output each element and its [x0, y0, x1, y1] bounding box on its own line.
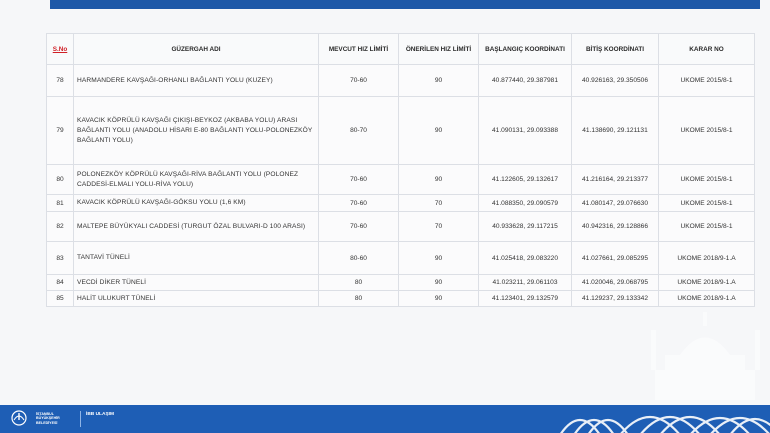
cell-proposed-limit: 70: [399, 212, 479, 242]
header-start-coordinate: BAŞLANGIÇ KOORDİNATI: [479, 34, 572, 65]
cell-route: KAVACIK KÖPRÜLÜ KAVŞAĞI-GÖKSU YOLU (1,6 KM): [74, 195, 319, 212]
cell-decision-no: UKOME 2015/8-1: [659, 212, 755, 242]
cell-end-coordinate: 41.129237, 29.133342: [572, 291, 659, 307]
cell-current-limit: 70-60: [319, 65, 399, 97]
cell-current-limit: 70-60: [319, 212, 399, 242]
speed-limit-table: [46, 33, 755, 307]
table-row: [47, 65, 755, 97]
cell-start-coordinate: 41.088350, 29.090579: [479, 195, 572, 212]
cell-decision-no: UKOME 2015/8-1: [659, 65, 755, 97]
cell-route: MALTEPE BÜYÜKYALI CADDESİ (TURGUT ÖZAL BULVARI-D 100 ARASI): [74, 212, 319, 242]
header-end-coordinate: BİTİŞ KOORDİNATI: [572, 34, 659, 65]
header-route: GÜZERGAH ADI: [74, 34, 319, 65]
cell-no: 85: [47, 291, 74, 307]
wave-pattern-icon: [560, 405, 770, 433]
cell-decision-no: UKOME 2018/9-1.A: [659, 291, 755, 307]
cell-proposed-limit: 90: [399, 291, 479, 307]
table-row: [47, 212, 755, 242]
cell-no: 78: [47, 65, 74, 97]
cell-end-coordinate: 40.942316, 29.128866: [572, 212, 659, 242]
cell-decision-no: UKOME 2015/8-1: [659, 165, 755, 195]
cell-no: 80: [47, 165, 74, 195]
footer-divider: [80, 411, 81, 427]
cell-route: HARMANDERE KAVŞAĞI-ORHANLI BAĞLANTI YOLU (KUZEY): [74, 65, 319, 97]
cell-route: TANTAVİ TÜNELİ: [74, 242, 319, 275]
cell-end-coordinate: 41.216164, 29.213377: [572, 165, 659, 195]
header-current-limit: MEVCUT HIZ LİMİTİ: [319, 34, 399, 65]
cell-start-coordinate: 41.122605, 29.132617: [479, 165, 572, 195]
cell-end-coordinate: 41.027661, 29.085295: [572, 242, 659, 275]
cell-end-coordinate: 41.020046, 29.068795: [572, 275, 659, 291]
cell-current-limit: 70-60: [319, 165, 399, 195]
cell-route: POLONEZKÖY KÖPRÜLÜ KAVŞAĞI-RİVA BAĞLANTI YOLU (POLONEZ CADDESİ-ELMALI YOLU-RİVA YOLU): [74, 165, 319, 195]
ibb-logo-icon: [8, 409, 30, 429]
cell-decision-no: UKOME 2018/9-1.A: [659, 242, 755, 275]
cell-current-limit: 80: [319, 291, 399, 307]
footer-brand: İBB ULAŞIM: [86, 412, 114, 417]
cell-no: 82: [47, 212, 74, 242]
cell-start-coordinate: 41.023211, 29.061103: [479, 275, 572, 291]
cell-proposed-limit: 90: [399, 165, 479, 195]
cell-decision-no: UKOME 2018/9-1.A: [659, 275, 755, 291]
table-row: [47, 242, 755, 275]
table-row: [47, 165, 755, 195]
cell-end-coordinate: 41.080147, 29.076630: [572, 195, 659, 212]
table-row: [47, 195, 755, 212]
cell-no: 81: [47, 195, 74, 212]
cell-no: 84: [47, 275, 74, 291]
cell-start-coordinate: 40.933628, 29.117215: [479, 212, 572, 242]
cell-start-coordinate: 41.025418, 29.083220: [479, 242, 572, 275]
table-row: [47, 275, 755, 291]
cell-route: KAVACIK KÖPRÜLÜ KAVŞAĞI ÇIKIŞI-BEYKOZ (AKBABA YOLU) ARASI BAĞLANTI YOLU (ANADOLU HİSARI E-80 BAĞLANTI YOLU-POLONEZKÖY BAĞLANTI YOLU): [74, 97, 319, 165]
cell-route: HALİT ULUKURT TÜNELİ: [74, 291, 319, 307]
cell-start-coordinate: 41.090131, 29.093388: [479, 97, 572, 165]
cell-current-limit: 80: [319, 275, 399, 291]
cell-proposed-limit: 70: [399, 195, 479, 212]
cell-proposed-limit: 90: [399, 275, 479, 291]
header-no: S.No: [47, 34, 74, 65]
cell-no: 79: [47, 97, 74, 165]
cell-decision-no: UKOME 2015/8-1: [659, 97, 755, 165]
table-row: [47, 97, 755, 165]
cell-current-limit: 80-70: [319, 97, 399, 165]
skyline-watermark-icon: [645, 300, 765, 400]
header-proposed-limit: ÖNERİLEN HIZ LİMİTİ: [399, 34, 479, 65]
top-accent-bar: [50, 0, 760, 9]
cell-end-coordinate: 40.926163, 29.350506: [572, 65, 659, 97]
header-decision-no: KARAR NO: [659, 34, 755, 65]
cell-proposed-limit: 90: [399, 242, 479, 275]
cell-proposed-limit: 90: [399, 97, 479, 165]
cell-current-limit: 80-60: [319, 242, 399, 275]
cell-proposed-limit: 90: [399, 65, 479, 97]
cell-current-limit: 70-60: [319, 195, 399, 212]
cell-start-coordinate: 41.123401, 29.132579: [479, 291, 572, 307]
cell-decision-no: UKOME 2015/8-1: [659, 195, 755, 212]
cell-start-coordinate: 40.877440, 29.387981: [479, 65, 572, 97]
cell-end-coordinate: 41.138690, 29.121131: [572, 97, 659, 165]
cell-route: VECDİ DİKER TÜNELİ: [74, 275, 319, 291]
cell-no: 83: [47, 242, 74, 275]
table-header-row: [47, 34, 755, 65]
footer-org-name: İSTANBUL BÜYÜKŞEHİR BELEDİYESİ: [36, 412, 60, 425]
